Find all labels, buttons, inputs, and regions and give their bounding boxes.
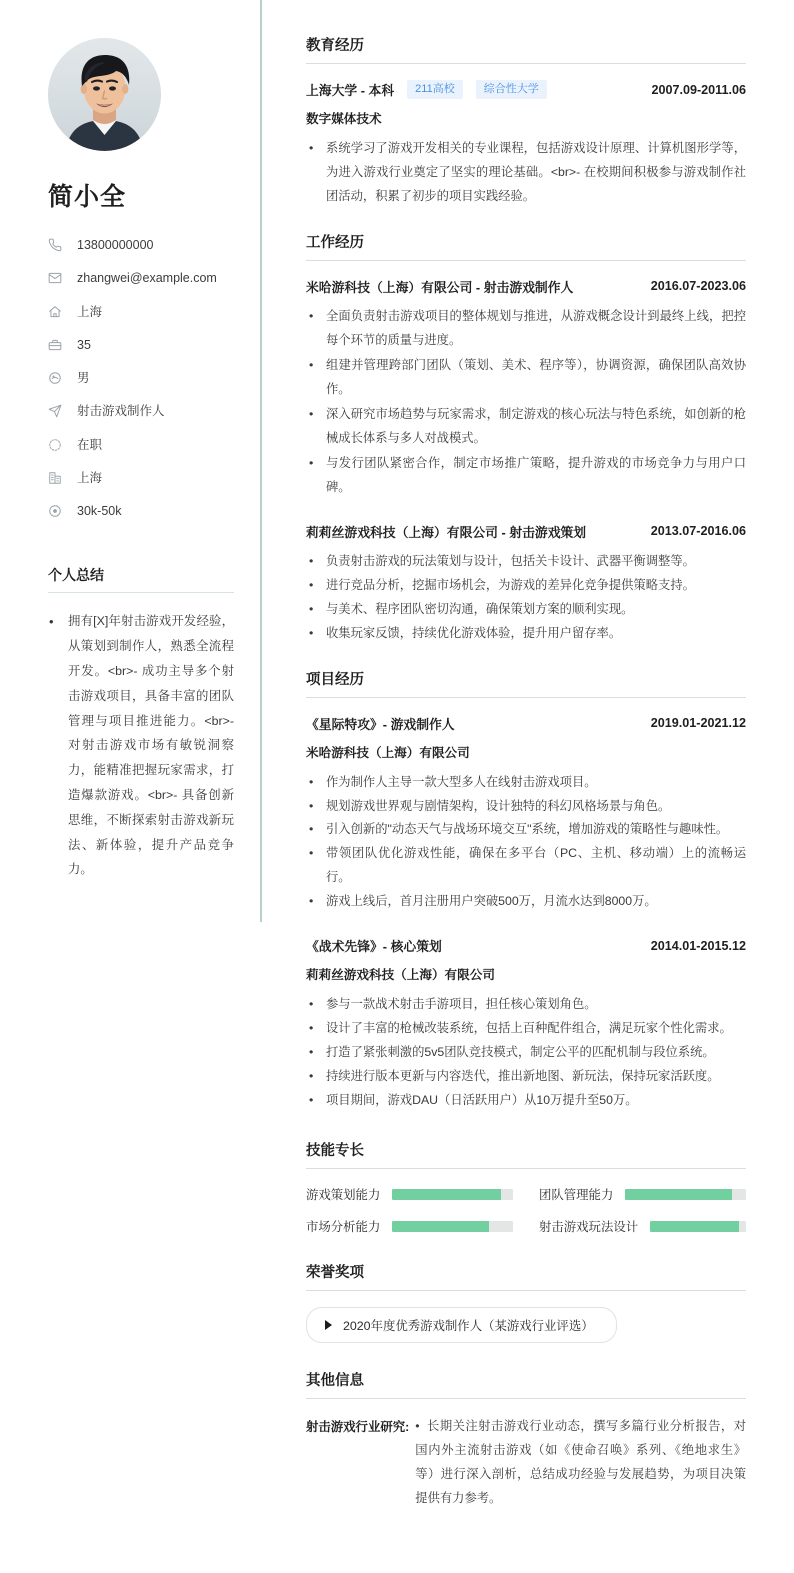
section-projects <box>306 668 746 1114</box>
section-title-skills: 技能专长 <box>306 1139 746 1169</box>
envelope-icon <box>48 271 66 285</box>
work-entry <box>306 522 746 646</box>
section-education <box>306 34 746 209</box>
skill-progress-bar <box>392 1189 513 1200</box>
entry-head <box>306 936 746 955</box>
skill-progress-fill <box>625 1189 731 1200</box>
contact-item-gender <box>48 370 234 386</box>
list-item: • 作为制作人主导一款大型多人在线射击游戏项目。 <box>306 771 746 795</box>
list-item: • 拥有[X]年射击游戏开发经验，从策划到制作人，熟悉全流程开发。<br>- 成功主导多个射击游戏项目，具备丰富的团队管理与项目推进能力。<br>- 对射击游戏市场有敏锐洞察力，能精准把握玩家需求，打造爆款游戏。<br>- 具备创新思维，不断探索射击游戏新玩法、新体验，提升产品竞争力。 <box>48 609 234 882</box>
list-item: • 与发行团队紧密合作，制定市场推广策略，提升游戏的市场竞争力与用户口碑。 <box>306 452 746 500</box>
entry-head <box>306 277 746 296</box>
contact-value: 男 <box>77 371 90 385</box>
other-info-label: 射击游戏行业研究: <box>306 1420 410 1435</box>
contact-value: 13800000000 <box>77 238 154 252</box>
briefcase-icon <box>48 338 66 352</box>
contact-value: 30k-50k <box>77 504 122 518</box>
project-entry <box>306 936 746 1113</box>
skill-row <box>539 1185 746 1203</box>
list-item: • 带领团队优化游戏性能，确保在多平台（PC、主机、移动端）上的流畅运行。 <box>306 842 746 890</box>
skill-label: 市场分析能力 <box>306 1220 381 1235</box>
list-item: • 项目期间，游戏DAU（日活跃用户）从10万提升至50万。 <box>306 1089 746 1113</box>
list-item: • 收集玩家反馈，持续优化游戏体验，提升用户留存率。 <box>306 622 746 646</box>
entry-title: 上海大学 - 本科 <box>306 83 395 98</box>
summary-list <box>48 609 234 882</box>
list-item: • 参与一款战术射击手游项目，担任核心策划角色。 <box>306 993 746 1017</box>
section-title-work: 工作经历 <box>306 231 746 261</box>
entry-date: 2014.01-2015.12 <box>650 938 746 953</box>
list-item: • 游戏上线后，首月注册用户突破500万，月流水达到8000万。 <box>306 890 746 914</box>
phone-icon <box>48 238 66 252</box>
contact-value: zhangwei@example.com <box>77 271 217 286</box>
entry-head <box>306 522 746 541</box>
entry-head <box>306 714 746 733</box>
education-entry <box>306 80 746 209</box>
entry-title: 《战术先锋》- 核心策划 <box>306 939 442 955</box>
entry-date: 2019.01-2021.12 <box>650 716 746 731</box>
list-item: • 引入创新的"动态天气与战场环境交互"系统，增加游戏的策略性与趣味性。 <box>306 818 746 842</box>
contact-value: 上海 <box>77 470 103 485</box>
play-arrow-icon <box>325 1320 332 1330</box>
list-item: • 持续进行版本更新与内容迭代，推出新地图、新玩法，保持玩家活跃度。 <box>306 1065 746 1089</box>
page-title: 简小全 <box>48 183 127 211</box>
other-info-value <box>409 1415 746 1511</box>
skill-row <box>306 1217 513 1235</box>
entry-bullets <box>306 137 746 209</box>
contact-value: 射击游戏制作人 <box>77 404 165 419</box>
bullet-marker: • <box>415 1419 420 1434</box>
list-item: • 进行竞品分析，挖掘市场机会，为游戏的差异化竞争提供策略支持。 <box>306 574 746 598</box>
section-title-education: 教育经历 <box>306 34 746 64</box>
section-work <box>306 231 746 646</box>
refresh-icon <box>48 438 66 452</box>
entry-subtitle: 数字媒体技术 <box>306 112 382 126</box>
contact-value: 上海 <box>77 304 103 319</box>
list-item: • 负责射击游戏的玩法策划与设计，包括关卡设计、武器平衡调整等。 <box>306 550 746 574</box>
entry-bullets <box>306 305 746 500</box>
entry-bullets <box>306 771 746 915</box>
skill-label: 射击游戏玩法设计 <box>539 1220 639 1235</box>
entry-title: 莉莉丝游戏科技（上海）有限公司 - 射击游戏策划 <box>306 524 587 540</box>
list-item: • 组建并管理跨部门团队（策划、美术、程序等），协调资源，确保团队高效协作。 <box>306 354 746 402</box>
skill-label: 团队管理能力 <box>539 1188 614 1203</box>
entry-title: 米哈游科技（上海）有限公司 - 射击游戏制作人 <box>306 279 574 295</box>
skill-progress-bar <box>625 1189 746 1200</box>
contact-item-location <box>48 304 234 320</box>
entry-date: 2016.07-2023.06 <box>650 279 746 294</box>
skill-progress-fill <box>392 1221 489 1232</box>
section-title-summary: 个人总结 <box>48 565 234 593</box>
entry-date: 2007.09-2011.06 <box>651 82 746 97</box>
award-label: 2020年度优秀游戏制作人（某游戏行业评选） <box>343 1319 594 1334</box>
home-icon <box>48 305 66 319</box>
section-title-other: 其他信息 <box>306 1369 746 1399</box>
building-icon <box>48 471 66 485</box>
section-title-projects: 项目经历 <box>306 668 746 698</box>
other-info-row <box>306 1415 746 1511</box>
contact-item-salary <box>48 503 234 519</box>
avatar <box>48 38 161 151</box>
contact-item-status <box>48 437 234 453</box>
skill-progress-bar <box>392 1221 513 1232</box>
award-item[interactable] <box>306 1307 617 1343</box>
coin-icon <box>48 504 66 518</box>
contact-list <box>48 237 234 519</box>
section-title-awards: 荣誉奖项 <box>306 1261 746 1291</box>
skill-row <box>539 1217 746 1235</box>
entry-bullets <box>306 550 746 646</box>
contact-item-age <box>48 337 234 353</box>
contact-value: 35 <box>77 337 91 352</box>
main-content <box>262 0 794 1573</box>
list-item: • 打造了紧张刺激的5v5团队竞技模式，制定公平的匹配机制与段位系统。 <box>306 1041 746 1065</box>
skill-progress-bar <box>650 1221 746 1232</box>
contact-item-position <box>48 403 234 419</box>
paper-plane-icon <box>48 404 66 418</box>
list-item: • 系统学习了游戏开发相关的专业课程，包括游戏设计原理、计算机图形学等，为进入游戏行业奠定了坚实的理论基础。<br>- 在校期间积极参与游戏制作社团活动，积累了初步的项目实践经验。 <box>306 137 746 209</box>
gender-icon <box>48 371 66 385</box>
list-item: • 全面负责射击游戏项目的整体规划与推进，从游戏概念设计到最终上线，把控每个环节的质量与进度。 <box>306 305 746 353</box>
section-skills <box>306 1139 746 1235</box>
contact-item-phone <box>48 237 234 253</box>
other-info-text: 长期关注射击游戏行业动态，撰写多篇行业分析报告，对国内外主流射击游戏（如《使命召唤》系列、《绝地求生》等）进行深入剖析，总结成功经验与发展趋势，为项目决策提供有力参考。 <box>415 1419 746 1506</box>
list-item: • 规划游戏世界观与剧情架构，设计独特的科幻风格场景与角色。 <box>306 795 746 819</box>
skill-label: 游戏策划能力 <box>306 1188 381 1203</box>
skills-grid <box>306 1185 746 1235</box>
skill-progress-fill <box>392 1189 501 1200</box>
status-badge: 211高校 <box>407 80 463 99</box>
list-item: • 与美术、程序团队密切沟通，确保策划方案的顺利实现。 <box>306 598 746 622</box>
contact-item-email <box>48 270 234 286</box>
skill-row <box>306 1185 513 1203</box>
skill-progress-fill <box>650 1221 739 1232</box>
project-entry <box>306 714 746 915</box>
entry-date: 2013.07-2016.06 <box>650 524 746 539</box>
section-awards <box>306 1261 746 1343</box>
contact-item-city <box>48 470 234 486</box>
sidebar <box>0 0 262 922</box>
entry-bullets <box>306 993 746 1113</box>
entry-head <box>306 80 746 99</box>
list-item: • 设计了丰富的枪械改装系统，包括上百种配件组合，满足玩家个性化需求。 <box>306 1017 746 1041</box>
work-entry <box>306 277 746 500</box>
status-badge: 综合性大学 <box>476 80 547 99</box>
section-other <box>306 1369 746 1511</box>
entry-subtitle: 米哈游科技（上海）有限公司 <box>306 745 470 760</box>
list-item: • 深入研究市场趋势与玩家需求，制定游戏的核心玩法与特色系统，如创新的枪械成长体系与多人对战模式。 <box>306 403 746 451</box>
entry-title: 《星际特攻》- 游戏制作人 <box>306 716 455 732</box>
contact-value: 在职 <box>77 437 103 452</box>
entry-subtitle: 莉莉丝游戏科技（上海）有限公司 <box>306 968 495 983</box>
entry-head-left <box>306 80 547 99</box>
